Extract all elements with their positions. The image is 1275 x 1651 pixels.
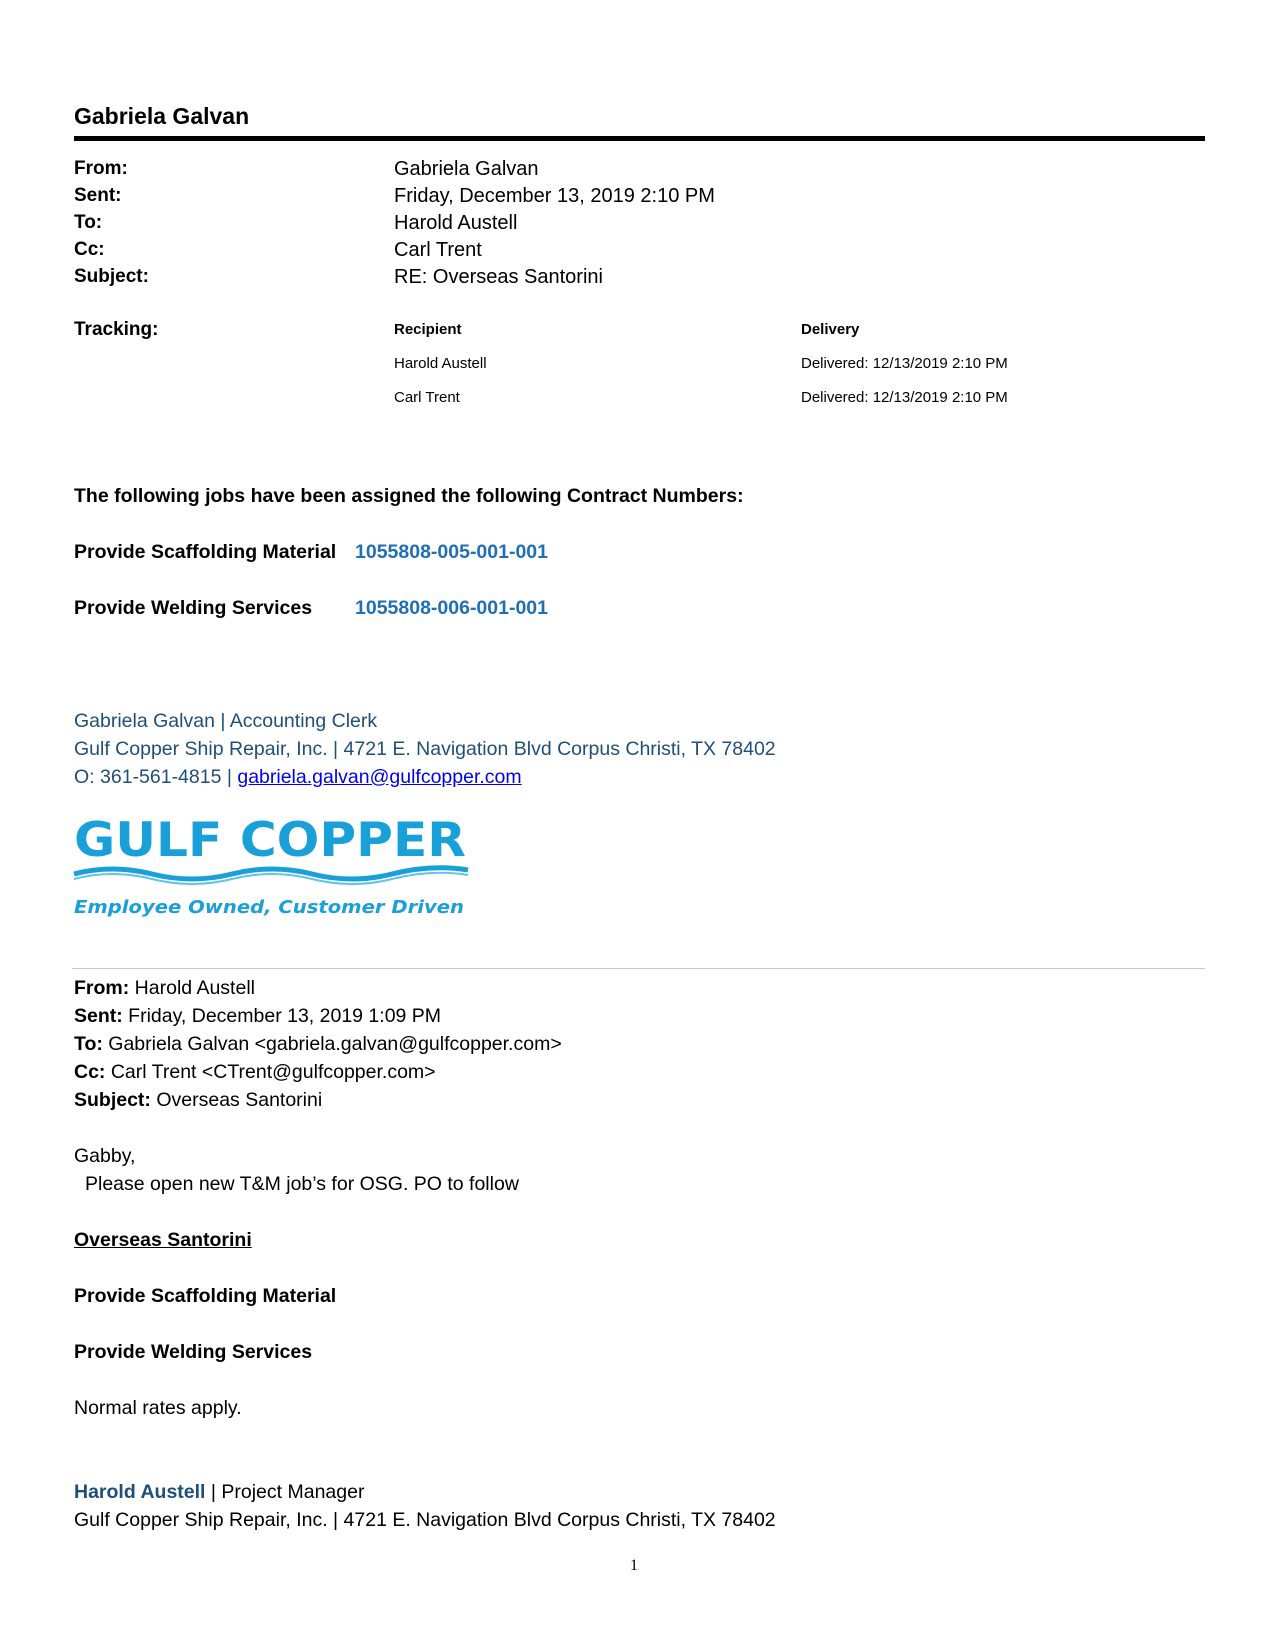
fwd-from-label: From:	[74, 977, 130, 999]
fwd-signature-role: | Project Manager	[205, 1481, 365, 1503]
fwd-cc-label: Cc:	[74, 1061, 106, 1083]
logo-tagline: Employee Owned, Customer Driven	[74, 897, 464, 918]
fwd-job-2: Provide Welding Services	[74, 1341, 313, 1363]
fwd-cc-value: Carl Trent <CTrent@gulfcopper.com>	[110, 1061, 436, 1083]
fwd-sent-value: Friday, December 13, 2019 1:09 PM	[128, 1005, 442, 1027]
from-label: From:	[74, 158, 128, 179]
tracking-label: Tracking:	[74, 319, 159, 340]
tracking-delivery-1: Delivered: 12/13/2019 2:10 PM	[801, 355, 1008, 372]
cc-value: Carl Trent	[394, 239, 482, 261]
fwd-vessel-heading: Overseas Santorini	[74, 1229, 252, 1251]
fwd-from-value: Harold Austell	[134, 977, 255, 999]
fwd-cc-line	[74, 1061, 436, 1084]
message-separator	[72, 968, 1205, 969]
job-name-1: Provide Scaffolding Material	[74, 541, 337, 563]
fwd-signature-line	[74, 1481, 364, 1504]
tracking-col-recipient: Recipient	[394, 321, 462, 338]
logo-wave-under	[74, 873, 468, 884]
job-name-2: Provide Welding Services	[74, 597, 313, 619]
document-title: Gabriela Galvan	[74, 103, 250, 129]
fwd-to-label: To:	[74, 1033, 103, 1055]
fwd-rates: Normal rates apply.	[74, 1397, 242, 1419]
fwd-subject-value: Overseas Santorini	[156, 1089, 323, 1111]
fwd-to-line	[74, 1033, 562, 1056]
from-value: Gabriela Galvan	[394, 158, 539, 180]
logo-wordmark: GULF COPPER	[74, 813, 466, 868]
signature-email-link[interactable]: gabriela.galvan@gulfcopper.com	[237, 766, 522, 788]
fwd-from-line	[74, 977, 255, 1000]
contract-number-2: 1055808-006-001-001	[355, 597, 549, 619]
fwd-subject-label: Subject:	[74, 1089, 151, 1111]
signature-company: Gulf Copper Ship Repair, Inc. | 4721 E. Navigation Blvd Corpus Christi, TX 78402	[74, 738, 776, 760]
fwd-sent-line	[74, 1005, 441, 1028]
fwd-sent-label: Sent:	[74, 1005, 123, 1027]
signature-name-title: Gabriela Galvan | Accounting Clerk	[74, 710, 378, 732]
tracking-col-delivery: Delivery	[801, 321, 860, 338]
tracking-delivery-2: Delivered: 12/13/2019 2:10 PM	[801, 389, 1008, 406]
fwd-subject-line	[74, 1089, 322, 1112]
sent-value: Friday, December 13, 2019 2:10 PM	[394, 185, 715, 207]
tracking-recipient-1: Harold Austell	[394, 355, 487, 372]
sent-label: Sent:	[74, 185, 122, 206]
fwd-to-value: Gabriela Galvan <gabriela.galvan@gulfcopper.com>	[108, 1033, 562, 1055]
tracking-recipient-2: Carl Trent	[394, 389, 460, 406]
fwd-signature-company: Gulf Copper Ship Repair, Inc. | 4721 E. Navigation Blvd Corpus Christi, TX 78402	[74, 1509, 776, 1531]
signature-phone: O: 361-561-4815 |	[74, 766, 238, 788]
to-label: To:	[74, 212, 103, 233]
signature-contact	[74, 766, 522, 789]
subject-value: RE: Overseas Santorini	[394, 266, 603, 288]
fwd-job-1: Provide Scaffolding Material	[74, 1285, 337, 1307]
fwd-signature-name: Harold Austell	[74, 1481, 206, 1503]
fwd-greeting: Gabby,	[74, 1145, 136, 1167]
subject-label: Subject:	[74, 266, 149, 287]
page-number: 1	[630, 1557, 638, 1574]
fwd-request: Please open new T&M job’s for OSG. PO to follow	[85, 1173, 519, 1195]
gulf-copper-logo	[72, 810, 472, 920]
contract-number-1: 1055808-005-001-001	[355, 541, 549, 563]
title-divider	[74, 136, 1205, 141]
intro-line: The following jobs have been assigned the following Contract Numbers:	[74, 485, 744, 507]
to-value: Harold Austell	[394, 212, 518, 234]
cc-label: Cc:	[74, 239, 105, 260]
